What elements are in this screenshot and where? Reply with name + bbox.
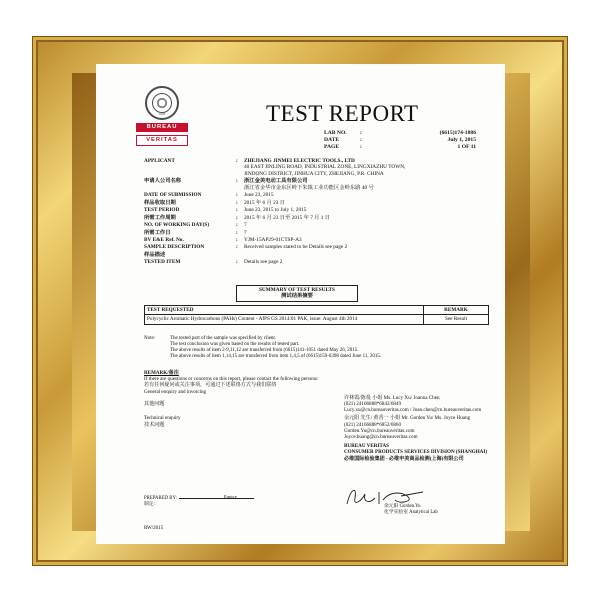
applicant-field: APPLICANT : ZHEJIANG JINMEI ELECTRIC TOOLS., LTD 40 EAST JINLING ROAD, INDUSTRIAL ZONE, LINGXIAZHU TOWN, JINDONG DISTRICT, JINHUA CITY, ZHEJIANG, P.R. CHINA (144, 158, 406, 177)
working-days-cn-field: 所需工作日 : 7 (144, 229, 247, 236)
test-period-cn-field: 所需工作周期 : 2015 年 6 月 23 日至 2015 年 7 月 1 日 (144, 214, 331, 221)
lab-number: (6615)174-1886 (439, 130, 476, 136)
logo-band-bureau: BUREAU (136, 123, 188, 132)
remark-cell: See Result (424, 315, 489, 324)
col-remark: REMARK (424, 306, 489, 315)
general-enquiry-label: General enquiry and invoicing (144, 388, 207, 395)
meta-row: PAGE : 1 OF 11 (324, 144, 476, 151)
test-report-document (96, 64, 505, 544)
logo-band-veritas: VERITAS (136, 135, 188, 146)
test-request-table (144, 305, 489, 325)
table-row (145, 315, 489, 324)
meta-row: DATE : July 1, 2015 (324, 137, 476, 144)
bv-ref-field: BV E&E Ref. No. : YJM-15AP29-01CTSP-A3 (144, 236, 302, 243)
general-email: Lucy.xu@cn.bureauveritas.com / Joan.chen@cn.bureauveritas.com (344, 407, 482, 414)
bureau-veritas-logo (136, 86, 188, 146)
report-meta (324, 130, 476, 152)
technical-enquiry-label: Technical enquiry (144, 415, 181, 422)
meta-row: LAB NO. : (6615)174-1886 (324, 130, 476, 136)
prepared-by-name: Eunice (224, 494, 237, 499)
seal-year: 1828 (159, 112, 165, 117)
report-title: TEST REPORT (266, 101, 419, 126)
applicant-cn-field: 申请人公司名称 : 浙江金美电动工具有限公司 浙江省金华市金东区岭下朱镇工业功能区金岭东路 40 号 (144, 178, 374, 191)
note-line: The above results of item 1,14,15 are transferred from item 1,4,5 of (6615)159-0398 dated June 11, 2015. (170, 354, 382, 360)
prepared-by: PREPARED BY: 制定: (144, 496, 254, 508)
test-period-field: TEST PERIOD : June 23, 2015 to July 1, 2015 (144, 207, 307, 214)
seal-icon (145, 86, 179, 120)
notes-section (144, 336, 489, 360)
sample-description-cn-field: 样品描述 (144, 251, 166, 258)
summary-title-box: SUMMARY OF TEST RESULTS 测试结果摘要 (236, 285, 358, 302)
notes-label: Note: (144, 336, 156, 341)
note-line: The tested part of the sample was specified by client. (170, 336, 277, 341)
bv-division-block: BUREAU VERITAS CONSUMER PRODUCTS SERVICES DIVISION (SHANGHAI) 必维国际检验集团 - 必维申美商品检测(上海)有限公司 (344, 443, 488, 462)
sample-description-field: SAMPLE DESCRIPTION : Received samples stated to be Details see page 2 (144, 244, 348, 251)
remark-section: REMARK/备注 If there are questions or concerns on this report, please contact the following persons: 若有任何疑问或关注事项，可通过下述联络方式与我们联络 General enquiry and invoicing 许林霞/陈曼 小姐 Ms. Lucy Xu/ Joanna Chen 其他问题 (021) 24166888*6842/6849 Lucy.xu@cn.bureauveritas.com / Joan.chen@cn.bureauveritas.com Technical enquiry 余元阳 先生/ 黄香一 小姐 Mr. Gorden Yu/ Ms. Joyce Huang 技术问题 (021) 24166888*6852/6860 Gorden.Yu@cn.bureauveritas.com Joyce.huang@cn.bureauveritas.com BUREAU VERITAS CONSUMER PRODUCTS SERVICES DIVISION (SHANGHAI) 必维国际检验集团 - 必维申美商品检测(上海)有限公司 (144, 370, 488, 462)
note-line: The above results of item 2-9,11,12 are transferred from (6615)141-1051 dated May 26, 2015. (170, 348, 359, 354)
report-date: July 1, 2015 (447, 137, 476, 144)
remark-title: REMARK/备注 (144, 370, 179, 376)
general-contact: 许林霞/陈曼 小姐 Ms. Lucy Xu/ Joanna Chen (344, 394, 440, 401)
working-days-field: NO. OF WORKING DAY(S) : 7 (144, 222, 247, 229)
submission-date-field: DATE OF SUBMISSION : June 23, 2015 (144, 192, 274, 199)
technical-contact: Gorden.Yu@cn.bureauveritas.com Joyce.huang@cn.bureauveritas.com (344, 427, 418, 441)
submission-date-cn-field: 样品收取日期 : 2015 年 6 月 23 日 (144, 199, 286, 206)
signer-info: 余元阳 Gorden.Yu 化学实验室 Analytical Lab (384, 504, 438, 515)
footer-code: RW/2015 (144, 526, 164, 531)
report-fields (144, 158, 484, 267)
col-test-requested: TEST REQUESTED (145, 306, 424, 315)
test-request-cell: Polycyclic Aromatic Hydrocarbons (PAHs) Content - AfPS GS 2014:01 PAK, issue: August 4th 2014 (145, 315, 424, 324)
signature-section (144, 494, 489, 524)
tested-item-field: TESTED ITEM : Details see page 2 (144, 259, 283, 266)
table-header-row (145, 306, 489, 315)
note-line: The test conclusion was given based on the results of tested part. (170, 342, 300, 348)
page-number: 1 OF 11 (457, 144, 476, 151)
